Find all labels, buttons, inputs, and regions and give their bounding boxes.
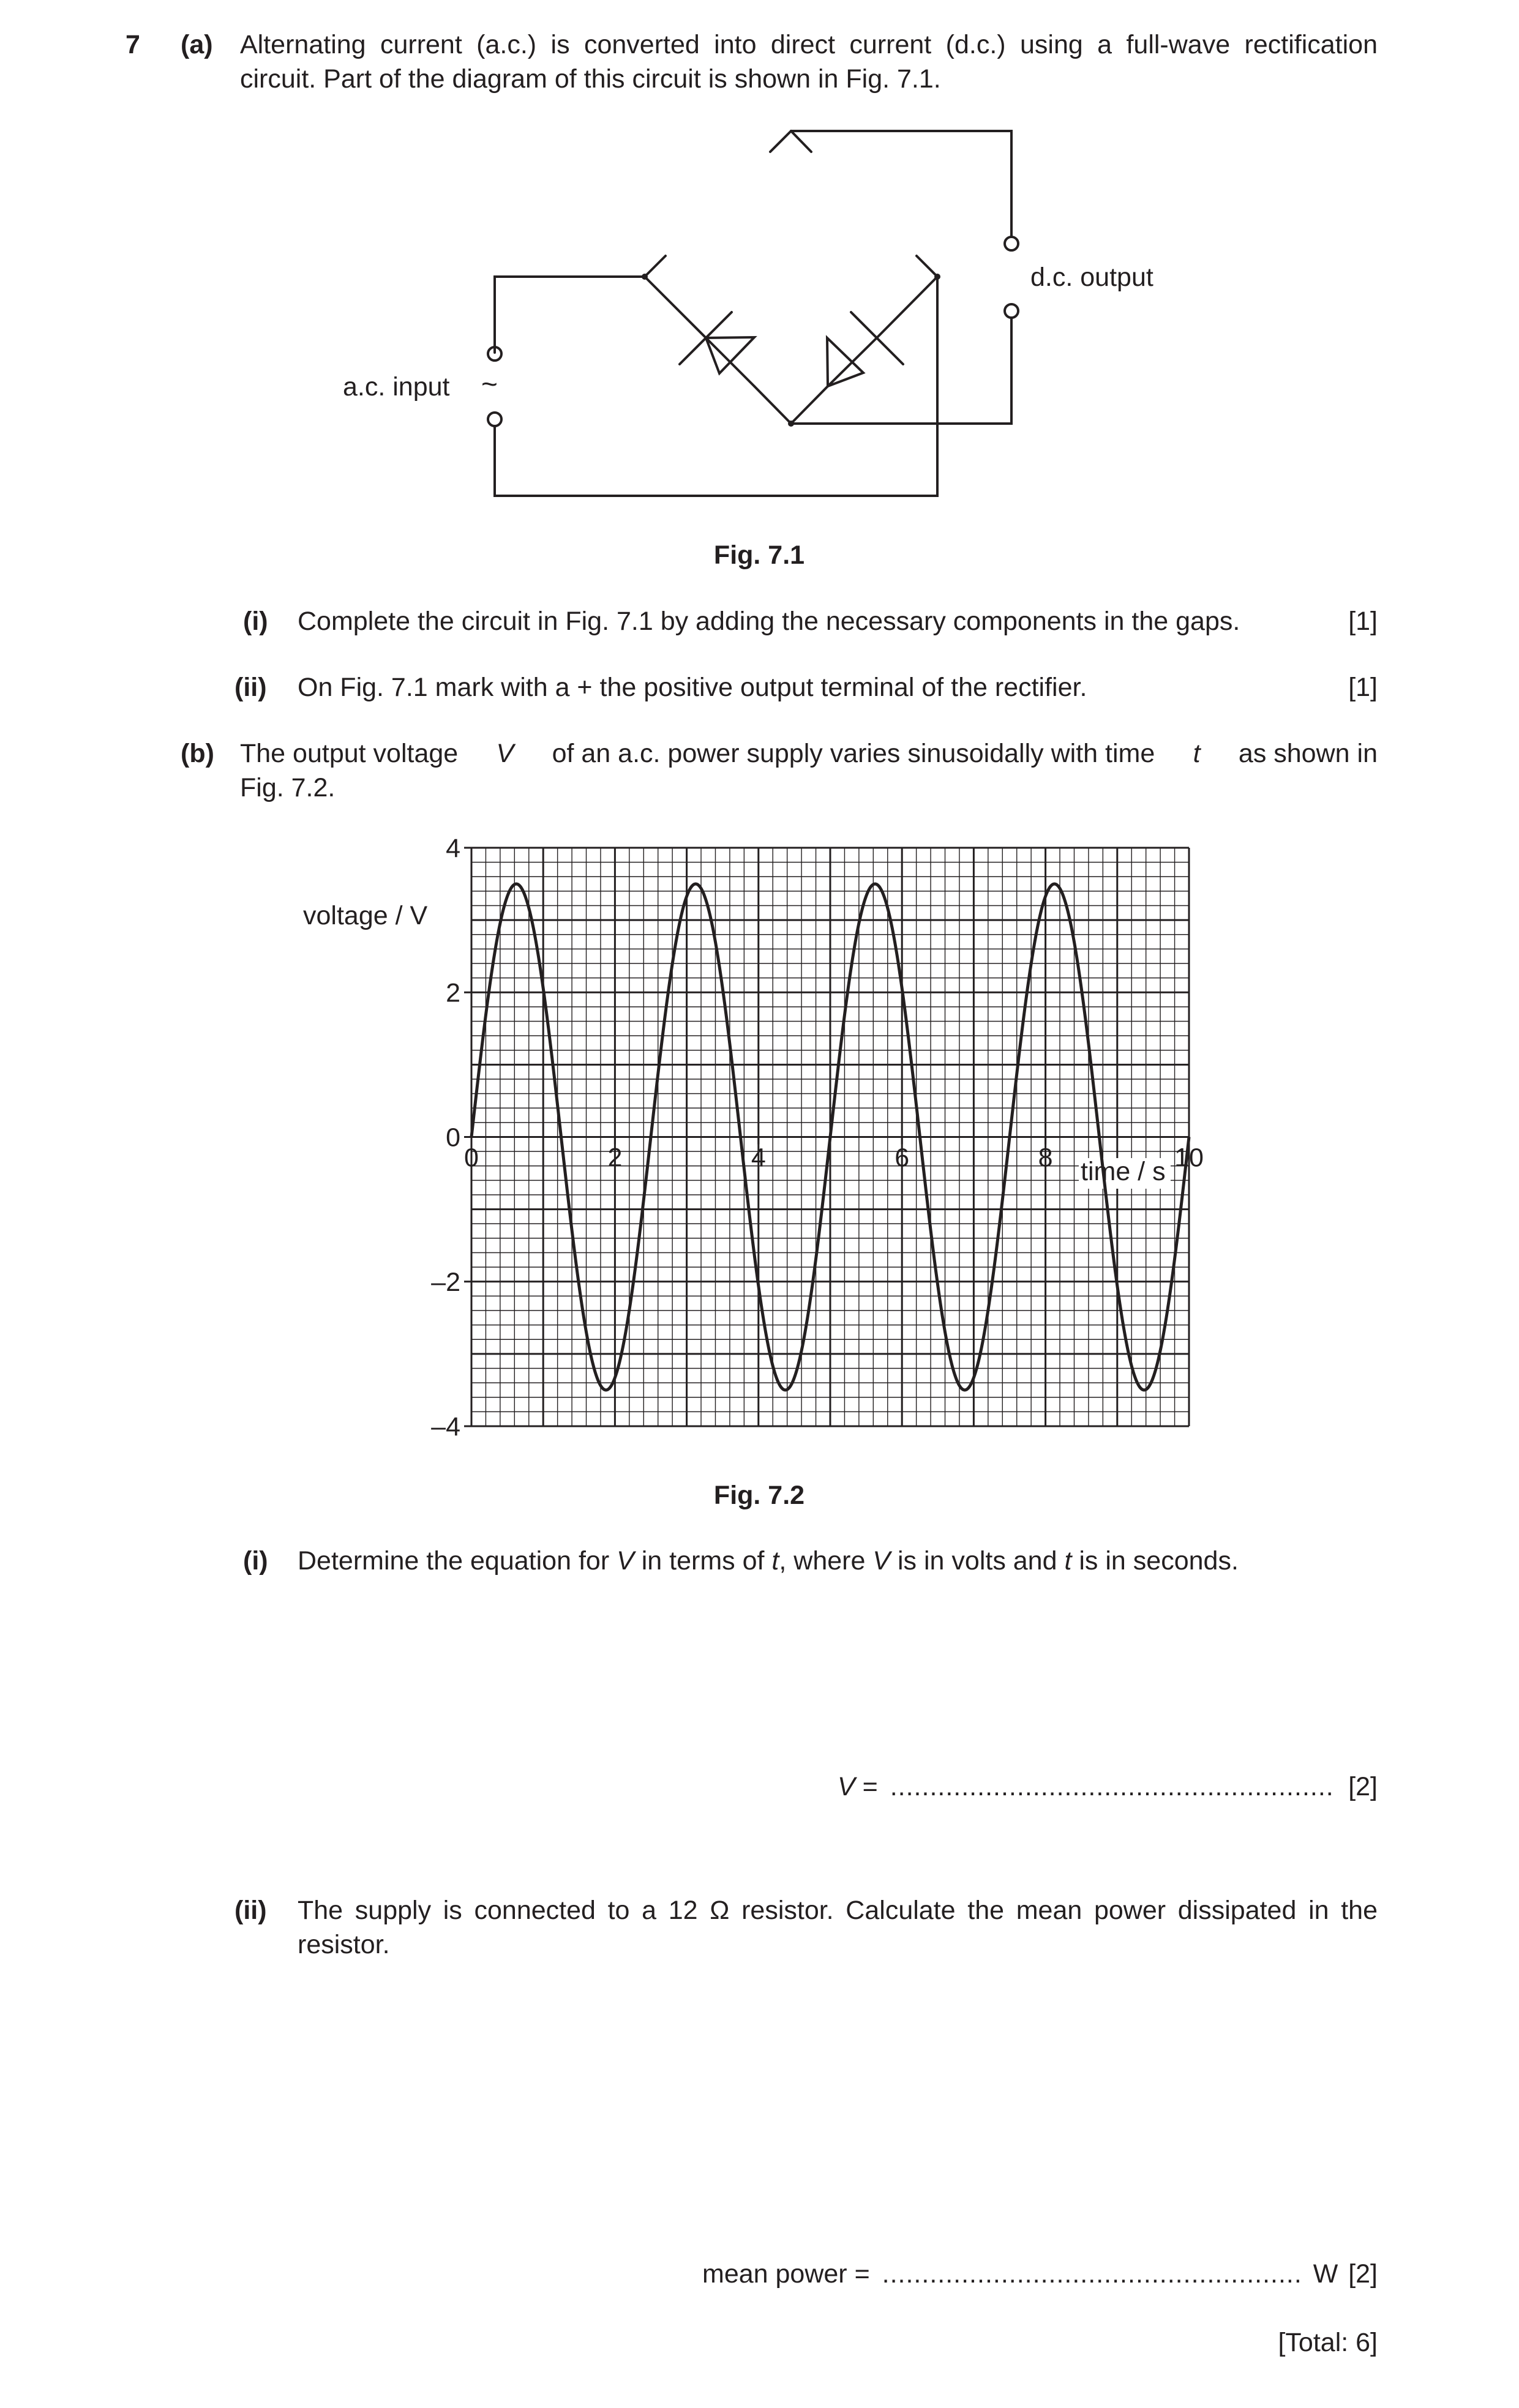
y-tick-label: 0	[446, 1123, 460, 1153]
part-b-text-a: The output voltage	[240, 739, 459, 768]
ac-bottom-wire	[495, 277, 937, 496]
bridge-left-wire-upper	[645, 277, 706, 338]
part-b-text-c: as shown in	[1238, 739, 1378, 768]
part-b-i-text	[298, 1544, 1239, 1577]
part-a-i-text: Complete the circuit in Fig. 7.1 by adding the necessary components in the gaps.	[298, 607, 1240, 636]
bottom-output-wire	[791, 318, 1011, 424]
part-b-i-text-c: , where	[779, 1546, 866, 1576]
part-a-ii-text: On Fig. 7.1 mark with a + the positive output terminal of the rectifier.	[298, 673, 1087, 702]
part-b-ii-text-line2: resistor.	[298, 1930, 390, 1959]
part-b-i-marks: [2]	[1348, 1772, 1378, 1801]
part-a-text-line2: circuit. Part of the diagram of this circuit is shown in Fig. 7.1.	[240, 64, 941, 94]
top-output-wire	[791, 131, 1011, 236]
part-a-label: (a)	[181, 30, 213, 59]
figure-7-1-caption: Fig. 7.1	[713, 540, 805, 570]
y-tick-label: 2	[446, 978, 460, 1008]
ac-input-label: a.c. input	[343, 372, 450, 402]
part-a-i-marks: [1]	[1348, 607, 1378, 636]
y-tick-labels	[431, 834, 460, 1441]
part-b-i-answer-line[interactable]	[838, 1770, 1334, 1803]
bridge-right-wire-upper	[877, 277, 937, 338]
part-b-i-text-a: Determine the equation for	[298, 1546, 610, 1576]
right-gap-tick	[917, 256, 937, 277]
x-tick-label: 10	[1174, 1143, 1204, 1173]
part-a-text-line1: Alternating current (a.c.) is converted into direct current (d.c.) using a full-wave rectification	[240, 30, 1378, 59]
x-tick-label: 8	[1038, 1143, 1053, 1173]
top-gap-right-tick	[791, 131, 811, 152]
dc-output-terminal-bottom	[1005, 304, 1018, 318]
part-b-i-text-e: is in seconds.	[1079, 1546, 1239, 1576]
part-b-i-var-t2: t	[1064, 1546, 1072, 1576]
top-gap-left-tick	[770, 131, 791, 152]
part-b-ii-marks: [2]	[1348, 2259, 1378, 2289]
voltage-time-graph	[0, 814, 1519, 1487]
part-b-i-var-v: V	[617, 1546, 634, 1576]
answer-dots-power: .....................................................	[882, 2259, 1302, 2289]
part-a-i-label: (i)	[243, 607, 268, 636]
node-left	[642, 274, 648, 280]
part-b-i-text-b: in terms of	[641, 1546, 765, 1576]
part-b-i-text-d: is in volts and	[897, 1546, 1057, 1576]
part-b-var-t: t	[1193, 739, 1201, 768]
node-right	[934, 274, 940, 280]
part-b-var-v: V	[496, 739, 514, 768]
part-b-text-line2: Fig. 7.2.	[240, 773, 336, 802]
question-number: 7	[126, 30, 140, 59]
x-axis-label: time / s	[1081, 1157, 1166, 1186]
dc-output-terminal-top	[1005, 237, 1018, 250]
ac-symbol: ~	[481, 368, 498, 400]
answer-equals: =	[862, 1772, 878, 1801]
total-marks: [Total: 6]	[1278, 2328, 1378, 2357]
answer-var-v: V	[838, 1772, 855, 1801]
part-b-i-var-t: t	[771, 1546, 779, 1576]
part-b-text-b: of an a.c. power supply varies sinusoidally with time	[552, 739, 1155, 768]
mean-power-label: mean power =	[702, 2259, 870, 2289]
bridge-left-wire-lower	[754, 386, 791, 424]
part-b-ii-answer-line[interactable]	[702, 2257, 1338, 2290]
figure-7-2-caption: Fig. 7.2	[713, 1481, 805, 1510]
node-bottom	[788, 421, 794, 427]
x-tick-label: 6	[895, 1143, 910, 1173]
y-axis-label: voltage / V	[303, 901, 428, 930]
part-b-i-label: (i)	[243, 1546, 268, 1576]
part-b-text-line1	[240, 737, 1378, 770]
x-axis-label-box	[1079, 1157, 1171, 1189]
ac-input-terminal-bottom	[488, 413, 501, 426]
y-tick-label: –2	[431, 1267, 460, 1297]
circuit-diagram	[0, 110, 1519, 661]
y-tick-label: –4	[431, 1412, 460, 1441]
dc-output-label: d.c. output	[1030, 263, 1153, 292]
left-gap-tick	[645, 256, 666, 277]
bridge-right-wire-lower	[791, 386, 828, 424]
part-a-ii-marks: [1]	[1348, 673, 1378, 702]
answer-unit: W	[1313, 2259, 1338, 2289]
answer-dots-v: ........................................................	[890, 1772, 1334, 1801]
x-tick-label: 4	[751, 1143, 766, 1173]
part-b-ii-text-line1: The supply is connected to a 12 Ω resistor. Calculate the mean power dissipated in the	[298, 1896, 1378, 1925]
x-tick-label: 2	[607, 1143, 623, 1173]
part-b-ii-label: (ii)	[234, 1896, 267, 1925]
part-b-i-var-v2: V	[872, 1546, 891, 1576]
part-a-ii-label: (ii)	[234, 673, 267, 702]
ac-top-wire	[495, 277, 645, 353]
y-tick-label: 4	[446, 834, 460, 863]
part-b-label: (b)	[181, 739, 214, 768]
x-tick-label: 0	[464, 1143, 479, 1173]
